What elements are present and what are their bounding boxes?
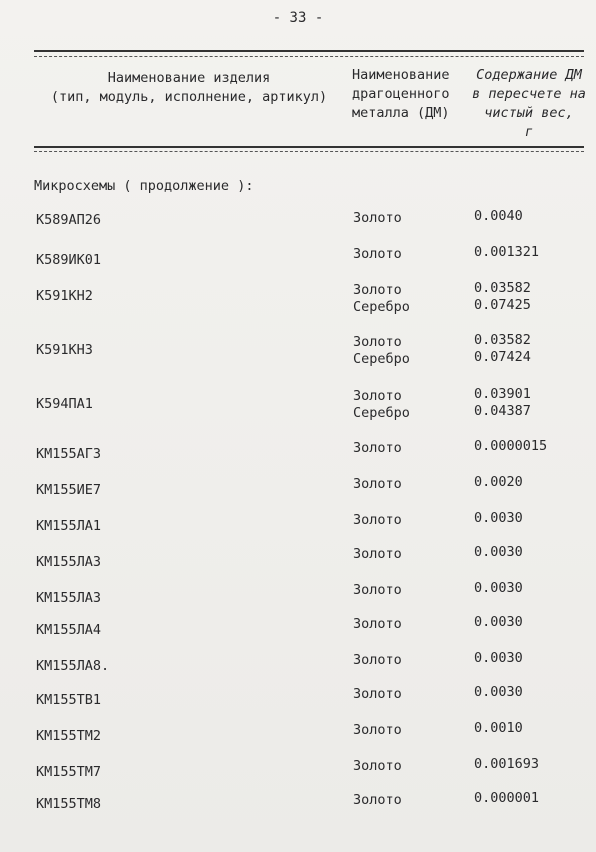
metal-cell: Золото	[353, 334, 402, 350]
content-value-cell: 0.0000015	[474, 438, 548, 454]
column-header-item-name-line: (тип, модуль, исполнение, артикул)	[50, 89, 328, 105]
metal-cell: Золото	[353, 546, 402, 562]
column-header-content-line: чистый вес,	[484, 105, 574, 121]
item-name-cell: КМ155ТМ2	[36, 728, 102, 744]
metal-cell: Серебро	[353, 405, 410, 421]
column-header-content-line: в пересчете на	[472, 86, 586, 102]
content-value-cell: 0.000001	[474, 790, 540, 806]
item-name-cell: К591КН3	[36, 342, 93, 358]
metal-cell: Золото	[353, 616, 402, 632]
content-value-cell: 0.07425	[474, 297, 531, 313]
content-value-cell: 0.03901	[474, 386, 531, 402]
metal-cell: Золото	[353, 388, 402, 404]
metal-cell: Золото	[353, 476, 402, 492]
content-value-cell: 0.001321	[474, 244, 540, 260]
metal-cell: Золото	[353, 440, 402, 456]
metal-cell: Золото	[353, 512, 402, 528]
metal-cell: Золото	[353, 582, 402, 598]
metal-cell: Золото	[353, 246, 402, 262]
section-title: Микросхемы ( продолжение ):	[34, 178, 254, 194]
column-header-metal-line: драгоценного	[352, 86, 450, 102]
content-value-cell: 0.0030	[474, 650, 523, 666]
content-value-cell: 0.07424	[474, 349, 531, 365]
metal-cell: Золото	[353, 758, 402, 774]
content-value-cell: 0.0030	[474, 580, 523, 596]
item-name-cell: К589АП26	[36, 212, 102, 228]
header-bottom-rule-dashed	[34, 151, 584, 152]
item-name-cell: КМ155ЛА8.	[36, 658, 110, 674]
item-name-cell: КМ155ЛА4	[36, 622, 102, 638]
content-value-cell: 0.0030	[474, 614, 523, 630]
header-top-rule	[34, 50, 584, 52]
content-value-cell: 0.04387	[474, 403, 531, 419]
item-name-cell: К591КН2	[36, 288, 93, 304]
column-header-item-name-line: Наименование изделия	[107, 70, 271, 86]
content-value-cell: 0.0040	[474, 208, 523, 224]
item-name-cell: КМ155ЛА1	[36, 518, 102, 534]
content-value-cell: 0.03582	[474, 332, 531, 348]
column-header-content-line: Содержание ДМ	[476, 67, 582, 83]
item-name-cell: КМ155ИЕ7	[36, 482, 102, 498]
column-header-item-name	[34, 69, 344, 107]
metal-cell: Золото	[353, 792, 402, 808]
metal-cell: Золото	[353, 722, 402, 738]
item-name-cell: КМ155ЛА3	[36, 590, 102, 606]
column-header-metal-line: металла (ДМ)	[352, 105, 450, 121]
column-header-content-line: г	[524, 124, 534, 140]
item-name-cell: К594ПА1	[36, 396, 93, 412]
item-name-cell: КМ155ТМ8	[36, 796, 102, 812]
metal-cell: Золото	[353, 686, 402, 702]
column-header-metal	[352, 66, 462, 123]
content-value-cell: 0.0030	[474, 544, 523, 560]
item-name-cell: КМ155ЛА3	[36, 554, 102, 570]
header-bottom-rule	[34, 146, 584, 148]
content-value-cell: 0.001693	[474, 756, 540, 772]
column-header-content	[470, 66, 588, 142]
metal-cell: Золото	[353, 210, 402, 226]
metal-cell: Серебро	[353, 351, 410, 367]
page-number: - 33 -	[272, 10, 324, 26]
content-value-cell: 0.0010	[474, 720, 523, 736]
item-name-cell: КМ155АГ3	[36, 446, 102, 462]
header-top-rule-dashed	[34, 56, 584, 57]
content-value-cell: 0.0030	[474, 510, 523, 526]
item-name-cell: КМ155ТМ7	[36, 764, 102, 780]
metal-cell: Золото	[353, 652, 402, 668]
content-value-cell: 0.0030	[474, 684, 523, 700]
metal-cell: Серебро	[353, 299, 410, 315]
content-value-cell: 0.03582	[474, 280, 531, 296]
content-value-cell: 0.0020	[474, 474, 523, 490]
column-header-metal-line: Наименование	[352, 67, 450, 83]
item-name-cell: К589ИК01	[36, 252, 102, 268]
metal-cell: Золото	[353, 282, 402, 298]
item-name-cell: КМ155ТВ1	[36, 692, 102, 708]
